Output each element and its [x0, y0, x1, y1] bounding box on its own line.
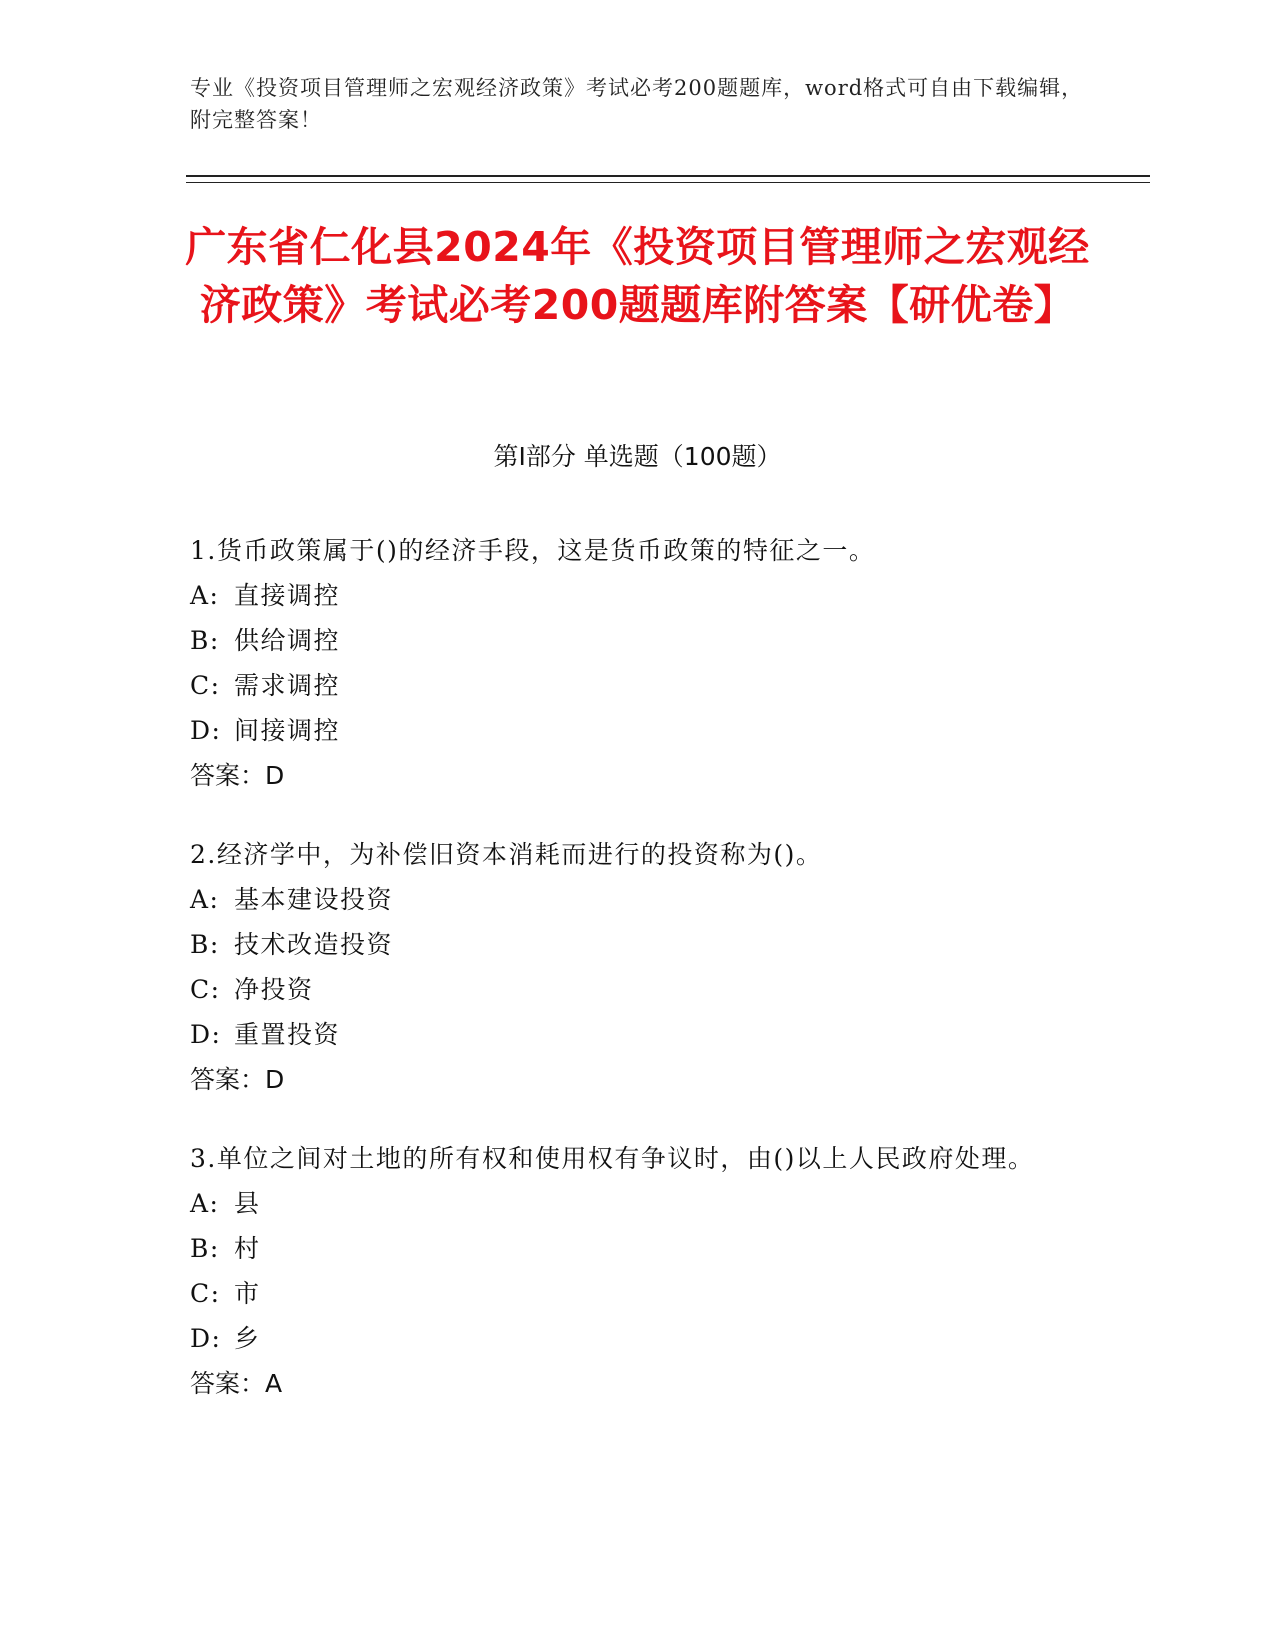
option-text: 净投资 [234, 975, 314, 1004]
answer-label: 答案： [190, 1065, 266, 1094]
question-stem: 2.经济学中，为补偿旧资本消耗而进行的投资称为()。 [190, 840, 823, 869]
option-letter: B: [190, 930, 220, 959]
question-1 [190, 528, 1090, 798]
option-letter: D: [190, 1324, 222, 1353]
option-letter: B: [190, 626, 220, 655]
option-c [190, 967, 1090, 1012]
option-letter: C: [190, 671, 221, 700]
question-stem: 3.单位之间对土地的所有权和使用权有争议时，由()以上人民政府处理。 [190, 1144, 1035, 1173]
answer-line [190, 753, 1090, 798]
answer-line [190, 1057, 1090, 1102]
answer-line [190, 1361, 1090, 1406]
option-text: 直接调控 [234, 581, 341, 610]
option-letter: D: [190, 1020, 222, 1049]
option-text: 供给调控 [234, 626, 341, 655]
option-text: 县 [234, 1189, 261, 1218]
option-a [190, 1181, 1090, 1226]
option-text: 基本建设投资 [234, 885, 394, 914]
option-b [190, 618, 1090, 663]
option-d [190, 708, 1090, 753]
answer-value: D [265, 761, 285, 790]
answer-label: 答案： [190, 1369, 266, 1398]
option-text: 市 [234, 1279, 261, 1308]
header-rule-thin [186, 182, 1150, 183]
option-text: 重置投资 [234, 1020, 341, 1049]
option-text: 需求调控 [234, 671, 341, 700]
option-text: 间接调控 [234, 716, 341, 745]
option-d [190, 1012, 1090, 1057]
answer-value: D [265, 1065, 285, 1094]
document-title: 广东省仁化县2024年《投资项目管理师之宏观经济政策》考试必考200题题库附答案【研优卷】 [185, 223, 1090, 329]
option-b [190, 922, 1090, 967]
header-note: 专业《投资项目管理师之宏观经济政策》考试必考200题题库，word格式可自由下载编辑，附完整答案！ [190, 76, 1084, 132]
option-letter: A: [190, 581, 220, 610]
option-a [190, 877, 1090, 922]
option-text: 技术改造投资 [234, 930, 394, 959]
option-b [190, 1226, 1090, 1271]
option-letter: B: [190, 1234, 220, 1263]
option-a [190, 573, 1090, 618]
option-text: 村 [234, 1234, 261, 1263]
answer-label: 答案： [190, 761, 266, 790]
option-letter: D: [190, 716, 222, 745]
question-list [190, 528, 1090, 1440]
option-c [190, 1271, 1090, 1316]
option-d [190, 1316, 1090, 1361]
option-letter: C: [190, 1279, 221, 1308]
option-text: 乡 [234, 1324, 261, 1353]
section-title: 第I部分 单选题（100题） [493, 442, 782, 471]
answer-value: A [265, 1369, 283, 1398]
option-c [190, 663, 1090, 708]
question-stem: 1.货币政策属于()的经济手段，这是货币政策的特征之一。 [190, 536, 876, 565]
option-letter: A: [190, 1189, 220, 1218]
question-3 [190, 1136, 1090, 1406]
option-letter: A: [190, 885, 220, 914]
header-rule-thick [186, 175, 1150, 177]
question-2 [190, 832, 1090, 1102]
option-letter: C: [190, 975, 221, 1004]
